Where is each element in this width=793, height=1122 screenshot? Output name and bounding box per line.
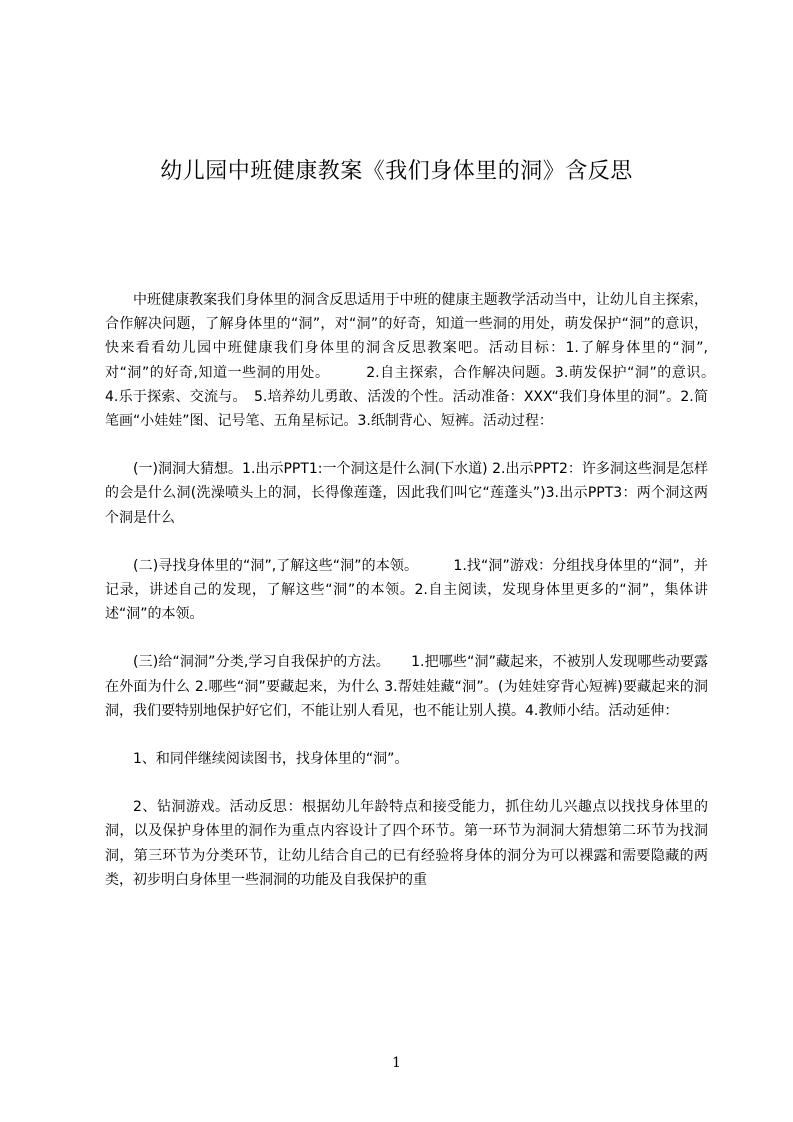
paragraph-intro: 中班健康教案我们身体里的洞含反思适用于中班的健康主题教学活动当中，让幼儿自主探索，合作解决问题，了解身体里的“洞”，对“洞”的好奇，知道一些洞的用处，萌发保护“洞”的意识，快来看看幼儿园中班健康我们身体里的洞含反思教案吧。活动目标：1.了解身体里的“洞”,对“洞”的好奇,知道一些洞的用处。 2.自主探索，合作解决问题。3.萌发保护“洞”的意识。 4.乐于探索、交流与。 5.培养幼儿勇敢、活泼的个性。活动准备：XXX“我们身体里的洞”。2.简笔画“小娃娃”图、记号笔、五角星标记。3.纸制背心、短裤。活动过程： [105,292,722,430]
document-title: 幼儿园中班健康教案《我们身体里的洞》含反思 [160,158,633,184]
paragraph-spacer [105,626,708,650]
paragraph-spacer [105,771,708,795]
paragraph-spacer [105,433,708,457]
paragraph-extension-two: 2、钻洞游戏。活动反思：根据幼儿年龄特点和接受能力，抓住幼儿兴趣点以找找身体里的洞，以及保护身体里的洞作为重点内容设计了四个环节。第一环节为洞洞大猜想第二环节为找洞洞，第三环节为分类环节，让幼儿结合自己的已有经验将身体的洞分为可以裸露和需要隐藏的两类，初步明白身体里一些洞洞的功能及自我保护的重 [105,799,708,888]
paragraph-section-three: (三)给“洞洞”分类,学习自我保护的方法。 1.把哪些“洞”藏起来，不被别人发现哪些动要露在外面为什么 2.哪些“洞”要藏起来，为什么 3.帮娃娃藏“洞”。(为娃娃穿背心短裤)要藏起来的洞洞，我们要特别地保护好它们，不能让别人看见，也不能让别人摸。4.教师小结。活动延伸： [105,654,708,719]
paragraph-section-one: (一)洞洞大猜想。1.出示PPT1:一个洞这是什么洞(下水道) 2.出示PPT2：许多洞这些洞是怎样的会是什么洞(洗澡喷头上的洞，长得像莲蓬，因此我们叫它“莲蓬头”)3.出示PPT3：两个洞这两个洞是什么 [105,461,708,526]
document-body [105,288,722,892]
paragraph-spacer [105,723,708,747]
paragraph-section-two: (二)寻找身体里的“洞”,了解这些“洞”的本领。 1.找“洞”游戏：分组找身体里的“洞”，并记录，讲述自己的发现，了解这些“洞”的本领。2.自主阅读，发现身体里更多的“洞”，集体讲述“洞”的本领。 [105,557,708,623]
page-number: 1 [392,1055,401,1071]
paragraph-extension-one: 1、和同伴继续阅读图书，找身体里的“洞”。 [133,751,409,768]
paragraph-spacer [105,530,708,554]
